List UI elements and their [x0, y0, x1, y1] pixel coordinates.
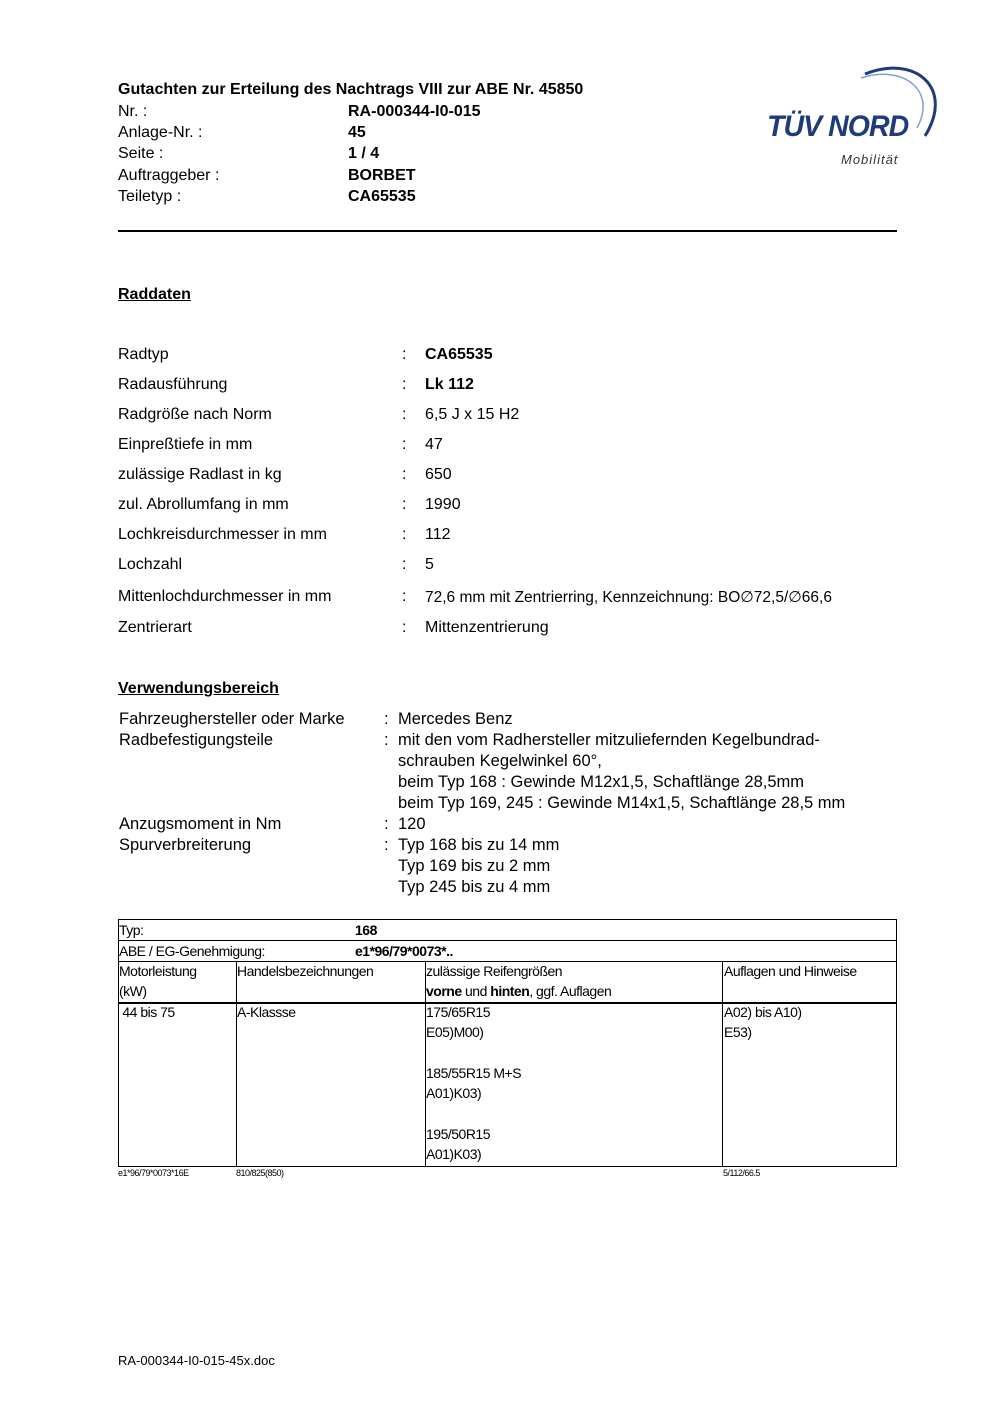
raddaten-value: 72,6 mm mit Zentrierring, Kennzeichnung: BO∅72,5/∅66,6: [425, 589, 832, 606]
verwendung-value: beim Typ 168 : Gewinde M12x1,5, Schaftlänge 28,5mm: [398, 773, 805, 791]
verwendung-value: schrauben Kegelwinkel 60°,: [398, 752, 602, 770]
colon: :: [402, 466, 407, 483]
verwendung-row-hersteller: [118, 710, 918, 731]
verwendung-label: Anzugsmoment in Nm: [119, 815, 282, 833]
header-label: Teiletyp :: [118, 188, 182, 205]
verwendung-value: 120: [398, 815, 426, 833]
verwendung-label: Radbefestigungsteile: [119, 731, 274, 749]
raddaten-value: Mittenzentrierung: [425, 619, 549, 636]
verwendung-continuation: [118, 773, 918, 794]
colon: :: [384, 731, 389, 749]
header-reifen-und: und: [461, 983, 491, 999]
table-footnote-approval: e1*96/79*0073*16E: [118, 1168, 189, 1178]
header-row-seite: [118, 145, 678, 166]
verwendung-value: Typ 245 bis zu 4 mm: [398, 878, 551, 896]
raddaten-label: Zentrierart: [118, 619, 192, 636]
raddaten-value: 1990: [425, 496, 461, 513]
abe-label: ABE / EG-Genehmigung:: [119, 943, 265, 959]
header-value: CA65535: [348, 188, 416, 205]
raddaten-row: [118, 496, 918, 518]
verwendung-label: Spurverbreiterung: [119, 836, 252, 854]
colon: :: [384, 836, 389, 854]
header-label: Nr. :: [118, 103, 148, 120]
raddaten-value: CA65535: [425, 346, 493, 363]
verwendung-value: mit den vom Radhersteller mitzuliefernden Kegelbundrad-: [398, 731, 820, 749]
colon: :: [402, 406, 407, 423]
document-filename: RA-000344-I0-015-45x.doc: [118, 1353, 275, 1368]
typ-value: 168: [355, 922, 377, 938]
raddaten-label: Radausführung: [118, 376, 228, 393]
verwendung-continuation: [118, 878, 918, 899]
typ-label: Typ:: [119, 922, 144, 938]
raddaten-value: 650: [425, 466, 452, 483]
raddaten-row: [118, 466, 918, 488]
section-heading-verwendungsbereich: Verwendungsbereich: [118, 680, 279, 697]
raddaten-label: zul. Abrollumfang in mm: [118, 496, 289, 513]
tyre-table: [118, 919, 897, 1167]
header-row-anlage: [118, 124, 678, 145]
cell-auflagen-line: E53): [724, 1024, 752, 1040]
colon: :: [402, 346, 407, 363]
table-footnote-circumference: 810/825(850): [236, 1168, 284, 1178]
header-reifen-rest: , ggf. Auflagen: [529, 983, 612, 999]
colon: :: [402, 436, 407, 453]
table-footnote-boltpattern: 5/112/66.5: [723, 1168, 760, 1178]
raddaten-value: 47: [425, 436, 443, 453]
cell-reifen-line: 195/50R15: [426, 1126, 491, 1142]
raddaten-row: [118, 619, 918, 641]
verwendung-row-spur: [118, 836, 918, 857]
header-value: 45: [348, 124, 366, 141]
cell-reifen-line: A01)K03): [426, 1146, 482, 1162]
header-label: Auftraggeber :: [118, 167, 220, 184]
raddaten-value: Lk 112: [425, 376, 474, 393]
header-label: Seite :: [118, 145, 164, 162]
cell-reifen-line: 185/55R15 M+S: [426, 1065, 522, 1081]
header-reifen-vorne: vorne: [426, 983, 462, 999]
raddaten-row: [118, 556, 918, 578]
raddaten-label: Lochzahl: [118, 556, 183, 573]
raddaten-row: [118, 436, 918, 458]
header-value: 1 / 4: [348, 145, 380, 162]
header-motor: Motorleistung: [119, 963, 197, 979]
raddaten-row: [118, 406, 918, 428]
header-row-nr: [118, 103, 678, 124]
raddaten-value: 6,5 J x 15 H2: [425, 406, 520, 423]
header-divider: [118, 230, 897, 232]
table-row-abe: [119, 941, 896, 962]
verwendung-value: Typ 168 bis zu 14 mm: [398, 836, 560, 854]
header-reifen-hinten: hinten: [490, 983, 530, 999]
cell-auflagen-line: A02) bis A10): [724, 1004, 802, 1020]
abe-value: e1*96/79*0073*..: [355, 943, 453, 959]
column-divider: [236, 962, 237, 1166]
header-value: BORBET: [348, 167, 416, 184]
cell-reifen-line: E05)M00): [426, 1024, 484, 1040]
raddaten-value: 5: [425, 556, 434, 573]
raddaten-label: Mittenlochdurchmesser in mm: [118, 588, 332, 605]
cell-handel: A-Klassse: [237, 1004, 296, 1020]
row-divider: [119, 1003, 896, 1004]
header-value: RA-000344-I0-015: [348, 103, 481, 120]
raddaten-label: Radtyp: [118, 346, 169, 363]
colon: :: [402, 376, 407, 393]
verwendung-row-anzug: [118, 815, 918, 836]
colon: :: [384, 815, 389, 833]
column-divider: [425, 962, 426, 1166]
cell-reifen-line: 175/65R15: [426, 1004, 491, 1020]
header-reifen: zulässige Reifengrößen: [426, 963, 563, 979]
header-auflagen: Auflagen und Hinweise: [724, 963, 857, 979]
colon: :: [402, 556, 407, 573]
raddaten-row: [118, 526, 918, 548]
raddaten-value: 112: [425, 526, 451, 543]
raddaten-label: Lochkreisdurchmesser in mm: [118, 526, 327, 543]
column-divider: [722, 962, 723, 1166]
verwendung-continuation: [118, 752, 918, 773]
verwendung-value: beim Typ 169, 245 : Gewinde M14x1,5, Schaftlänge 28,5 mm: [398, 794, 846, 812]
verwendung-value: Mercedes Benz: [398, 710, 513, 728]
header-row-auftraggeber: [118, 167, 678, 188]
colon: :: [402, 496, 407, 513]
raddaten-label: Einpreßtiefe in mm: [118, 436, 253, 453]
section-heading-raddaten: Raddaten: [118, 286, 191, 303]
header-handel: Handelsbezeichnungen: [237, 963, 374, 979]
tuv-nord-logo: [765, 58, 945, 170]
cell-reifen-line: A01)K03): [426, 1085, 482, 1101]
verwendung-row-befestigung: [118, 731, 918, 752]
colon: :: [402, 619, 407, 636]
raddaten-row: [118, 588, 918, 610]
header-row-teiletyp: [118, 188, 678, 209]
verwendung-value: Typ 169 bis zu 2 mm: [398, 857, 551, 875]
raddaten-row: [118, 346, 918, 368]
verwendung-continuation: [118, 857, 918, 878]
colon: :: [402, 588, 407, 605]
verwendung-label: Fahrzeughersteller oder Marke: [119, 710, 345, 728]
header-motor-unit: (kW): [119, 983, 147, 999]
document-title: Gutachten zur Erteilung des Nachtrags VIII zur ABE Nr. 45850: [118, 81, 584, 98]
cell-motor: 44 bis 75: [119, 1004, 175, 1020]
logo-subtitle: Mobilität: [841, 152, 899, 167]
logo-wordmark: TÜV NORD: [767, 110, 909, 143]
raddaten-label: Radgröße nach Norm: [118, 406, 272, 423]
colon: :: [402, 526, 407, 543]
header-reifen-sub: [426, 983, 611, 999]
verwendung-continuation: [118, 794, 918, 815]
raddaten-row: [118, 376, 918, 398]
colon: :: [384, 710, 389, 728]
header-label: Anlage-Nr. :: [118, 124, 203, 141]
raddaten-label: zulässige Radlast in kg: [118, 466, 282, 483]
table-row-typ: [119, 920, 896, 941]
